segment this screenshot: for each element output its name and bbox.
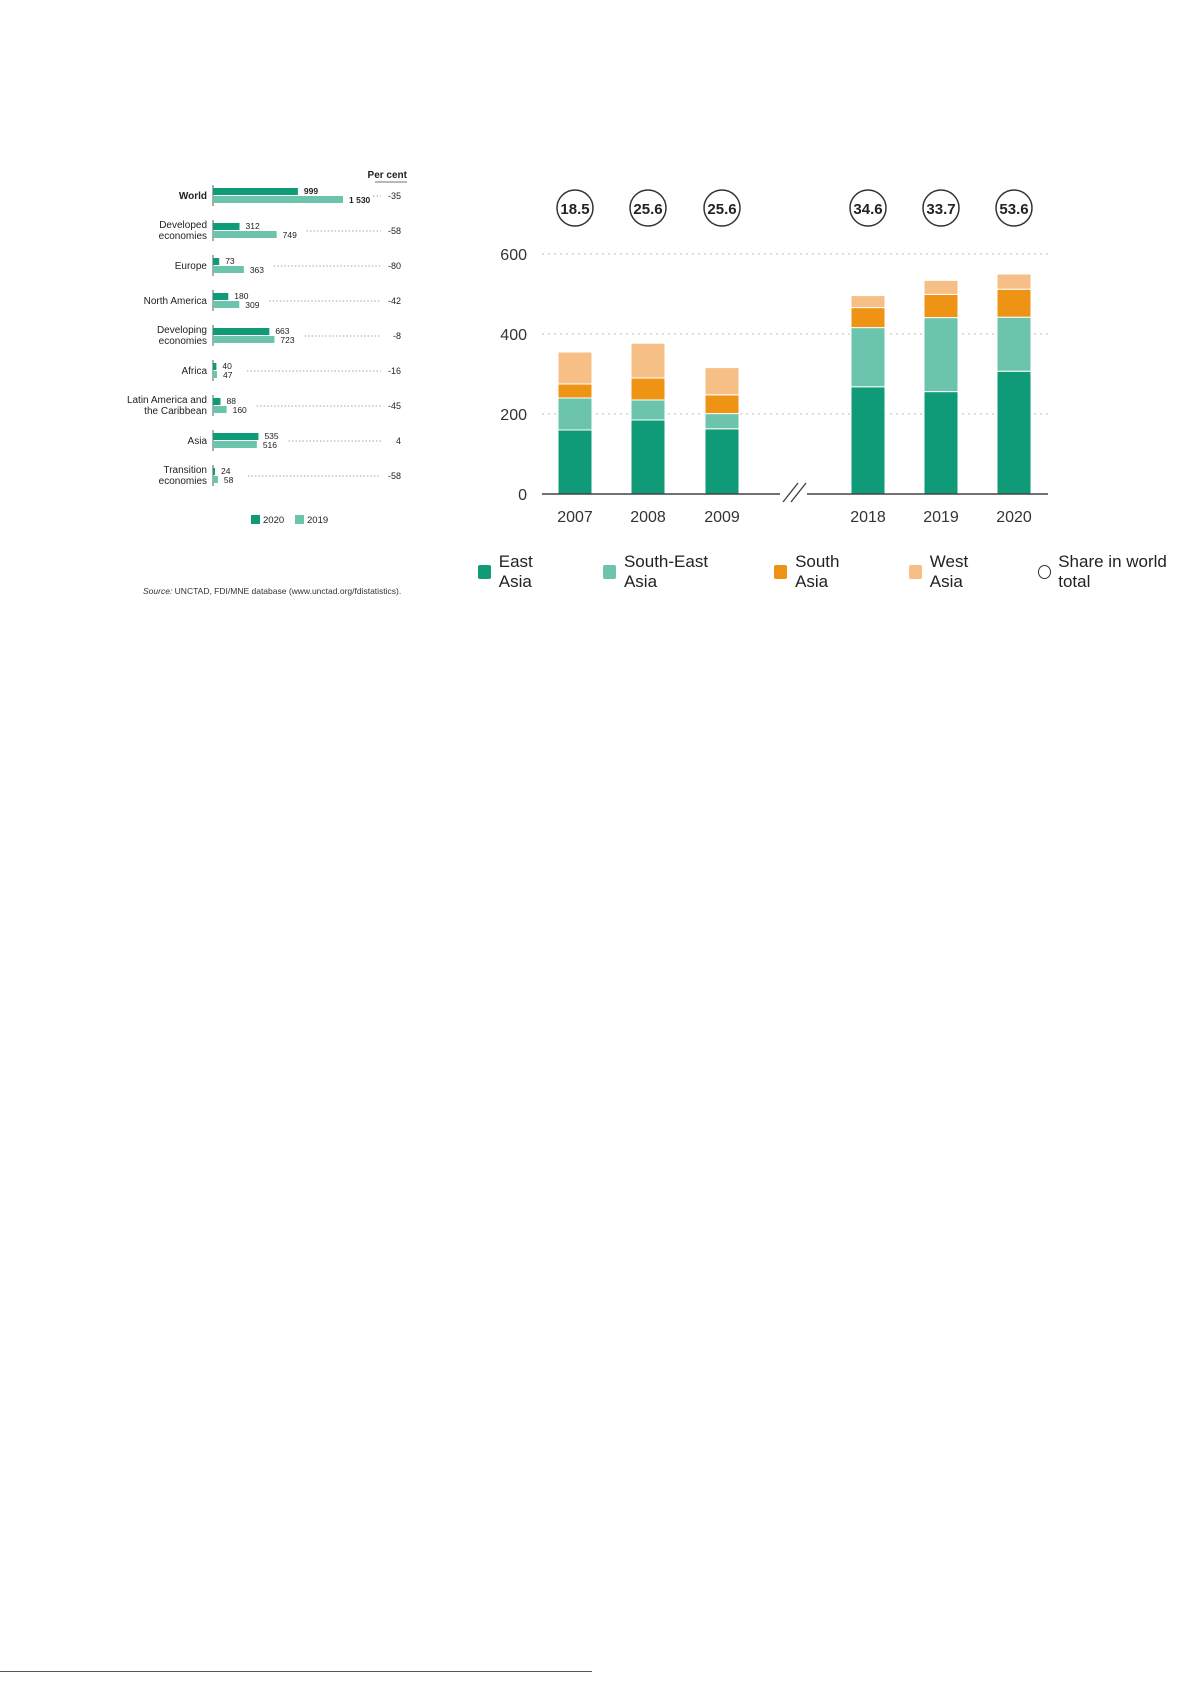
percent-change-label: -35 [387, 191, 401, 201]
stacked-bar-segment [705, 395, 739, 414]
stacked-bar-segment [997, 289, 1031, 317]
legend-item [478, 552, 563, 592]
y-tick-label: 400 [500, 327, 527, 344]
stacked-bar-segment [851, 328, 885, 387]
bar-2019 [213, 266, 244, 273]
stacked-bar-segment [997, 274, 1031, 289]
category-label: Transition [163, 465, 207, 476]
regional-fdi-bar-chart [126, 165, 425, 545]
bar-2020 [213, 398, 220, 405]
y-tick-label: 0 [518, 487, 527, 504]
stacked-bar-segment [997, 371, 1031, 494]
bar-2019 [213, 371, 217, 378]
percent-change-label: -45 [387, 401, 401, 411]
per-cent-header: Per cent [367, 170, 407, 181]
value-label-2020: 663 [275, 326, 290, 336]
stacked-bar-segment [705, 429, 739, 494]
stacked-bar-segment [924, 280, 958, 294]
y-tick-label: 600 [500, 247, 527, 264]
y-tick-label: 200 [500, 407, 527, 424]
bar-2019 [213, 301, 239, 308]
legend-label-2020: 2020 [263, 515, 285, 526]
bar-2020 [213, 223, 240, 230]
stacked-bar-segment [558, 384, 592, 398]
value-label-2019: 516 [262, 440, 278, 450]
legend-label: South Asia [795, 552, 840, 591]
category-label: economies [158, 231, 207, 242]
legend-swatch [909, 565, 922, 579]
stacked-bar-segment [851, 308, 885, 328]
share-value-label: 18.5 [560, 201, 590, 218]
legend-item-share [1038, 552, 1191, 592]
category-label: Developed [159, 220, 207, 231]
percent-change-label: -58 [387, 471, 401, 481]
category-label: Africa [181, 366, 207, 377]
x-tick-label: 2008 [630, 509, 666, 526]
source-prefix: Source: [143, 586, 173, 596]
value-label-2020: 73 [225, 256, 235, 266]
category-label: Europe [174, 261, 207, 272]
category-label: Latin America and [126, 395, 207, 406]
x-tick-label: 2019 [923, 509, 959, 526]
stacked-bar-segment [631, 420, 665, 494]
bar-2020 [213, 293, 228, 300]
bar-2019 [213, 336, 274, 343]
percent-change-label: 4 [395, 436, 401, 446]
legend-item [774, 552, 869, 592]
legend-label-share: Share in world total [1058, 552, 1167, 591]
value-label-2019: 749 [282, 230, 297, 240]
stacked-bar-segment [851, 387, 885, 494]
percent-change-label: -8 [392, 331, 401, 341]
value-label-2020: 999 [303, 186, 319, 196]
value-label-2020: 535 [264, 431, 279, 441]
stacked-bar-segment [997, 317, 1031, 371]
bar-2019 [213, 231, 277, 238]
percent-change-label: -16 [387, 366, 401, 376]
category-label: the Caribbean [144, 406, 207, 417]
stacked-bar-segment [558, 398, 592, 430]
stacked-chart-legend [478, 552, 1191, 592]
value-label-2019: 160 [232, 405, 247, 415]
x-tick-label: 2020 [996, 509, 1032, 526]
value-label-2020: 312 [245, 221, 260, 231]
value-label-2019: 47 [222, 370, 233, 380]
percent-change-label: -58 [387, 226, 401, 236]
value-label-2020: 24 [221, 466, 231, 476]
stacked-bar-segment [558, 352, 592, 384]
bar-2019 [213, 441, 257, 448]
bar-2020 [213, 188, 298, 195]
stacked-bar-segment [558, 430, 592, 494]
category-label: economies [158, 336, 207, 347]
footnote-rule [0, 1671, 592, 1672]
stacked-bar-segment [851, 296, 885, 308]
legend-swatch [603, 565, 616, 579]
bar-2019 [213, 476, 218, 483]
value-label-2020: 40 [222, 361, 232, 371]
value-label-2020: 88 [226, 396, 236, 406]
legend-label: West Asia [929, 552, 969, 591]
legend-label: East Asia [498, 552, 533, 591]
share-value-label: 53.6 [999, 201, 1029, 218]
bar-2020 [213, 328, 269, 335]
value-label-2019: 309 [245, 300, 260, 310]
source-text: UNCTAD, FDI/MNE database (www.unctad.org/fdistatistics). [174, 586, 402, 596]
stacked-bar-segment [631, 400, 665, 420]
bar-2020 [213, 363, 216, 370]
stacked-bar-segment [924, 294, 958, 317]
bar-2019 [213, 196, 343, 203]
source-note [143, 586, 401, 596]
category-label: North America [143, 296, 207, 307]
x-tick-label: 2018 [850, 509, 886, 526]
bar-2019 [213, 406, 227, 413]
stacked-bar-segment [631, 343, 665, 378]
category-label: Developing [156, 325, 207, 336]
axis-break-mark [791, 483, 806, 502]
value-label-2019: 723 [280, 335, 295, 345]
bar-2020 [213, 468, 215, 475]
legend-swatch-2019 [295, 515, 304, 524]
stacked-bar-segment [705, 414, 739, 429]
stacked-bar-segment [924, 318, 958, 392]
share-circle-icon [1038, 565, 1051, 579]
value-label-2019: 1 530 [349, 195, 371, 205]
value-label-2019: 363 [249, 265, 265, 275]
stacked-bar-segment [705, 368, 739, 395]
legend-swatch [774, 565, 787, 579]
share-value-label: 25.6 [707, 201, 737, 218]
legend-label: South-East Asia [623, 552, 709, 591]
category-label: Asia [187, 436, 207, 447]
bar-2020 [213, 433, 258, 440]
axis-break-mark [783, 483, 798, 502]
stacked-bar-segment [631, 378, 665, 400]
legend-item [909, 552, 998, 592]
share-value-label: 34.6 [853, 201, 883, 218]
value-label-2020: 180 [234, 291, 249, 301]
x-tick-label: 2007 [557, 509, 593, 526]
share-value-label: 33.7 [926, 201, 956, 218]
legend-swatch-2020 [251, 515, 260, 524]
legend-label-2019: 2019 [307, 515, 329, 526]
share-value-label: 25.6 [633, 201, 663, 218]
asia-fdi-stacked-bar-chart [460, 180, 1060, 540]
category-label: World [178, 191, 207, 202]
percent-change-label: -42 [387, 296, 401, 306]
category-label: economies [158, 476, 207, 487]
percent-change-label: -80 [387, 261, 401, 271]
x-tick-label: 2009 [704, 509, 740, 526]
legend-item [603, 552, 734, 592]
legend-swatch [478, 565, 491, 579]
value-label-2019: 58 [223, 475, 234, 485]
bar-2020 [213, 258, 219, 265]
stacked-bar-segment [924, 392, 958, 494]
